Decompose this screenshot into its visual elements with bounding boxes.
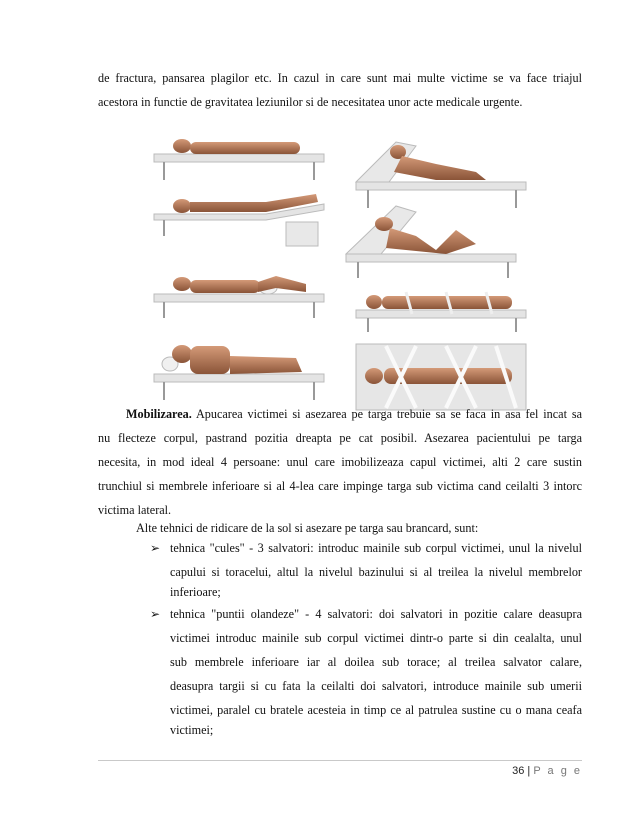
bullet-1-line-3: inferioare; [170,585,221,599]
other-techniques-intro: Alte tehnici de ridicare de la sol si asezare pe targa sau brancard, sunt: [136,521,479,535]
page-footer [470,765,582,777]
position-strapped [356,292,526,332]
bullet-2-line-6: victimei; [170,723,214,737]
bullet-2-line-2: victimei introduc mainile sub corpul victimei dintr-o parte si din cealalta, unul [170,631,582,645]
position-fowler [346,206,516,278]
bullet-2-line-3: sub membrele inferioare iar al doilea sub torace; al treilea salvator calare, [170,655,582,669]
mobilizare-line-3: necesita, in mod ideal 4 persoane: unul care imobilizeaza capul victimei, alti 2 care sustin [98,455,582,469]
page-label: P a g e [533,765,582,777]
mobilizare-heading: Mobilizarea. [126,407,192,421]
mobilizare-line-1-text: Apucarea victimei si asezarea pe targa trebuie sa se faca in asa fel incat sa [191,407,582,421]
bullet-2-line-1: tehnica "puntii olandeze" - 4 salvatori: doi salvatori in pozitie calare deasupra [170,607,582,621]
patient-positions-figure [146,132,536,414]
bullet-1-line-2: capului si toracelui, altul la nivelul bazinului si al treilea la nivelul membrelor [170,565,582,579]
position-immobilizer-top-view [356,344,526,410]
mobilizare-line-4: trunchiul si membrele inferioare si al 4-lea care impinge targa sub victima cand ceilalti 3 intorc [98,479,582,493]
mobilizare-line-5: victima lateral. [98,503,172,517]
arrow-bullet-icon: ➢ [150,607,161,621]
bullet-2-line-4: deasupra targii si cu fata la ceilalti doi salvatori, introduce mainile sub umerii [170,679,582,693]
mobilizare-line-1 [98,402,582,426]
footer-divider [98,760,582,761]
bullet-1-line-1: tehnica "cules" - 3 salvatori: introduc mainile sub corpul victimei, unul la nivelul [170,541,582,555]
position-semi-seated [356,142,526,208]
position-legs-elevated [154,194,324,246]
position-lateral [154,345,324,400]
position-knee-roll [154,276,324,318]
page-number: 36 [512,765,525,777]
position-supine [154,139,324,180]
intro-line-1: de fractura, pansarea plagilor etc. In cazul in care sunt mai multe victime se va face triajul [98,71,582,85]
mobilizare-line-2: nu flecteze corpul, pastrand pozitia dreapta pe cat posibil. Asezarea pacientului pe targa [98,431,582,445]
footer-separator: | [527,765,531,777]
bullet-2-line-5: victimei, paralel cu bratele acesteia in timp ce al patrulea sustine cu o mana ceafa [170,703,582,717]
arrow-bullet-icon: ➢ [150,541,161,555]
intro-line-2: acestora in functie de gravitatea leziunilor si de necesitatea unor acte medicale urgente. [98,95,523,109]
